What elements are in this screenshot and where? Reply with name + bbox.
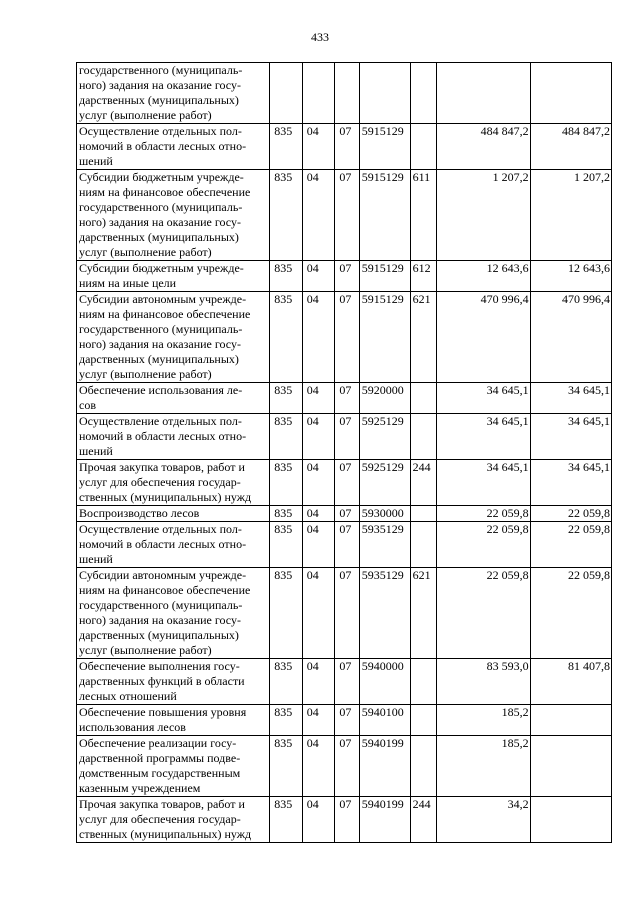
item-name-line: Обеспечение выполнения госу- bbox=[79, 659, 240, 673]
item-name-line: домственным государственным bbox=[79, 766, 241, 780]
item-name-line: дарственной программы подве- bbox=[79, 751, 241, 765]
item-name-line: Осуществление отдельных пол- bbox=[79, 124, 242, 138]
subsection-code-cell: 07 bbox=[335, 261, 359, 292]
item-name-line: государственного (муниципаль- bbox=[79, 200, 243, 214]
section-code-cell: 04 bbox=[302, 797, 335, 843]
amount-1-cell: 34 645,1 bbox=[437, 414, 531, 460]
subsection-code-cell: 07 bbox=[335, 460, 359, 506]
expense-type-cell: 244 bbox=[410, 460, 436, 506]
amount-2-cell: 470 996,4 bbox=[530, 292, 611, 383]
amount-2-cell: 22 059,8 bbox=[530, 568, 611, 659]
item-name-cell bbox=[77, 383, 270, 414]
table-row bbox=[77, 170, 612, 261]
section-code-cell bbox=[302, 63, 335, 124]
amount-1-cell: 34 645,1 bbox=[437, 460, 531, 506]
amount-1-cell: 22 059,8 bbox=[437, 568, 531, 659]
item-name-line: шений bbox=[79, 552, 113, 566]
item-name-cell bbox=[77, 261, 270, 292]
expense-type-cell: 244 bbox=[410, 797, 436, 843]
subsection-code-cell: 07 bbox=[335, 736, 359, 797]
amount-1-cell: 12 643,6 bbox=[437, 261, 531, 292]
target-article-cell: 5940199 bbox=[359, 736, 410, 797]
item-name-line: услуг (выполнение работ) bbox=[79, 367, 212, 381]
amount-2-cell: 1 207,2 bbox=[530, 170, 611, 261]
item-name-line: ниям на финансовое обеспечение bbox=[79, 583, 251, 597]
table-row bbox=[77, 414, 612, 460]
item-name-cell bbox=[77, 659, 270, 705]
amount-2-cell: 12 643,6 bbox=[530, 261, 611, 292]
item-name-line: ного) задания на оказание госу- bbox=[79, 613, 241, 627]
section-code-cell: 04 bbox=[302, 522, 335, 568]
amount-1-cell: 22 059,8 bbox=[437, 506, 531, 522]
expense-type-cell: 612 bbox=[410, 261, 436, 292]
item-name-line: сов bbox=[79, 398, 96, 412]
target-article-cell: 5940100 bbox=[359, 705, 410, 736]
item-name-line: ниям на финансовое обеспечение bbox=[79, 185, 251, 199]
amount-1-cell: 185,2 bbox=[437, 705, 531, 736]
section-code-cell: 04 bbox=[302, 414, 335, 460]
item-name-line: Субсидии автономным учрежде- bbox=[79, 292, 247, 306]
page-number: 433 bbox=[311, 30, 329, 44]
table-row bbox=[77, 124, 612, 170]
department-code-cell: 835 bbox=[270, 292, 303, 383]
item-name-line: Прочая закупка товаров, работ и bbox=[79, 460, 245, 474]
item-name-line: казенным учреждением bbox=[79, 781, 201, 795]
department-code-cell: 835 bbox=[270, 506, 303, 522]
target-article-cell: 5925129 bbox=[359, 414, 410, 460]
section-code-cell: 04 bbox=[302, 506, 335, 522]
target-article-cell: 5915129 bbox=[359, 124, 410, 170]
item-name-line: государственного (муниципаль- bbox=[79, 598, 243, 612]
item-name-line: услуг (выполнение работ) bbox=[79, 643, 212, 657]
expense-type-cell bbox=[410, 705, 436, 736]
section-code-cell: 04 bbox=[302, 383, 335, 414]
amount-2-cell: 34 645,1 bbox=[530, 383, 611, 414]
item-name-line: услуг для обеспечения государ- bbox=[79, 475, 241, 489]
department-code-cell: 835 bbox=[270, 383, 303, 414]
subsection-code-cell: 07 bbox=[335, 506, 359, 522]
item-name-cell bbox=[77, 414, 270, 460]
expense-type-cell bbox=[410, 659, 436, 705]
target-article-cell: 5940000 bbox=[359, 659, 410, 705]
item-name-line: ственных (муниципальных) нужд bbox=[79, 827, 252, 841]
expense-type-cell: 621 bbox=[410, 292, 436, 383]
table-row bbox=[77, 797, 612, 843]
item-name-line: шений bbox=[79, 154, 113, 168]
table-body bbox=[77, 63, 612, 843]
item-name-line: дарственных (муниципальных) bbox=[79, 628, 239, 642]
table-row bbox=[77, 659, 612, 705]
amount-1-cell bbox=[437, 63, 531, 124]
item-name-line: ного) задания на оказание госу- bbox=[79, 215, 241, 229]
amount-2-cell: 484 847,2 bbox=[530, 124, 611, 170]
subsection-code-cell: 07 bbox=[335, 292, 359, 383]
subsection-code-cell bbox=[335, 63, 359, 124]
department-code-cell: 835 bbox=[270, 522, 303, 568]
table-row bbox=[77, 705, 612, 736]
target-article-cell bbox=[359, 63, 410, 124]
item-name-line: ного) задания на оказание госу- bbox=[79, 337, 241, 351]
subsection-code-cell: 07 bbox=[335, 414, 359, 460]
table-row bbox=[77, 522, 612, 568]
expense-type-cell bbox=[410, 383, 436, 414]
item-name-line: дарственных функций в области bbox=[79, 674, 245, 688]
table-row bbox=[77, 568, 612, 659]
subsection-code-cell: 07 bbox=[335, 659, 359, 705]
table-row bbox=[77, 63, 612, 124]
amount-2-cell: 22 059,8 bbox=[530, 522, 611, 568]
department-code-cell bbox=[270, 63, 303, 124]
target-article-cell: 5925129 bbox=[359, 460, 410, 506]
amount-1-cell: 470 996,4 bbox=[437, 292, 531, 383]
item-name-cell bbox=[77, 736, 270, 797]
item-name-line: Обеспечение использования ле- bbox=[79, 383, 243, 397]
item-name-line: услуг (выполнение работ) bbox=[79, 245, 212, 259]
item-name-cell bbox=[77, 63, 270, 124]
budget-table bbox=[76, 62, 612, 843]
section-code-cell: 04 bbox=[302, 460, 335, 506]
subsection-code-cell: 07 bbox=[335, 170, 359, 261]
amount-2-cell: 34 645,1 bbox=[530, 414, 611, 460]
department-code-cell: 835 bbox=[270, 414, 303, 460]
item-name-cell bbox=[77, 705, 270, 736]
section-code-cell: 04 bbox=[302, 705, 335, 736]
item-name-line: номочий в области лесных отно- bbox=[79, 429, 247, 443]
item-name-line: дарственных (муниципальных) bbox=[79, 352, 239, 366]
target-article-cell: 5935129 bbox=[359, 568, 410, 659]
table-row bbox=[77, 506, 612, 522]
item-name-line: шений bbox=[79, 444, 113, 458]
amount-1-cell: 484 847,2 bbox=[437, 124, 531, 170]
table-row bbox=[77, 736, 612, 797]
department-code-cell: 835 bbox=[270, 736, 303, 797]
expense-type-cell bbox=[410, 414, 436, 460]
subsection-code-cell: 07 bbox=[335, 568, 359, 659]
item-name-line: Прочая закупка товаров, работ и bbox=[79, 797, 245, 811]
expense-type-cell: 621 bbox=[410, 568, 436, 659]
item-name-line: номочий в области лесных отно- bbox=[79, 537, 247, 551]
department-code-cell: 835 bbox=[270, 659, 303, 705]
subsection-code-cell: 07 bbox=[335, 797, 359, 843]
subsection-code-cell: 07 bbox=[335, 124, 359, 170]
expense-type-cell bbox=[410, 736, 436, 797]
section-code-cell: 04 bbox=[302, 292, 335, 383]
item-name-line: Обеспечение реализации госу- bbox=[79, 736, 237, 750]
subsection-code-cell: 07 bbox=[335, 705, 359, 736]
item-name-line: Субсидии бюджетным учрежде- bbox=[79, 261, 244, 275]
item-name-line: использования лесов bbox=[79, 720, 186, 734]
amount-2-cell bbox=[530, 63, 611, 124]
item-name-line: дарственных (муниципальных) bbox=[79, 93, 239, 107]
amount-1-cell: 22 059,8 bbox=[437, 522, 531, 568]
department-code-cell: 835 bbox=[270, 261, 303, 292]
item-name-cell bbox=[77, 522, 270, 568]
section-code-cell: 04 bbox=[302, 170, 335, 261]
expense-type-cell bbox=[410, 124, 436, 170]
target-article-cell: 5915129 bbox=[359, 292, 410, 383]
target-article-cell: 5935129 bbox=[359, 522, 410, 568]
table-row bbox=[77, 292, 612, 383]
target-article-cell: 5930000 bbox=[359, 506, 410, 522]
department-code-cell: 835 bbox=[270, 568, 303, 659]
section-code-cell: 04 bbox=[302, 261, 335, 292]
item-name-line: государственного (муниципаль- bbox=[79, 63, 243, 77]
target-article-cell: 5915129 bbox=[359, 170, 410, 261]
department-code-cell: 835 bbox=[270, 460, 303, 506]
item-name-line: ниям на иные цели bbox=[79, 276, 177, 290]
amount-2-cell bbox=[530, 736, 611, 797]
amount-2-cell bbox=[530, 705, 611, 736]
item-name-line: государственного (муниципаль- bbox=[79, 322, 243, 336]
item-name-cell bbox=[77, 460, 270, 506]
table-row bbox=[77, 460, 612, 506]
target-article-cell: 5920000 bbox=[359, 383, 410, 414]
department-code-cell: 835 bbox=[270, 124, 303, 170]
expense-type-cell: 611 bbox=[410, 170, 436, 261]
expense-type-cell bbox=[410, 522, 436, 568]
section-code-cell: 04 bbox=[302, 659, 335, 705]
item-name-cell bbox=[77, 568, 270, 659]
item-name-line: Субсидии бюджетным учрежде- bbox=[79, 170, 244, 184]
section-code-cell: 04 bbox=[302, 124, 335, 170]
department-code-cell: 835 bbox=[270, 170, 303, 261]
section-code-cell: 04 bbox=[302, 568, 335, 659]
item-name-line: Субсидии автономным учрежде- bbox=[79, 568, 247, 582]
amount-1-cell: 34,2 bbox=[437, 797, 531, 843]
item-name-line: дарственных (муниципальных) bbox=[79, 230, 239, 244]
item-name-line: услуг (выполнение работ) bbox=[79, 108, 212, 122]
item-name-line: Обеспечение повышения уровня bbox=[79, 705, 247, 719]
amount-1-cell: 34 645,1 bbox=[437, 383, 531, 414]
item-name-line: ственных (муниципальных) нужд bbox=[79, 490, 252, 504]
amount-1-cell: 83 593,0 bbox=[437, 659, 531, 705]
target-article-cell: 5915129 bbox=[359, 261, 410, 292]
department-code-cell: 835 bbox=[270, 797, 303, 843]
expense-type-cell bbox=[410, 63, 436, 124]
department-code-cell: 835 bbox=[270, 705, 303, 736]
expense-type-cell bbox=[410, 506, 436, 522]
amount-2-cell: 22 059,8 bbox=[530, 506, 611, 522]
item-name-cell bbox=[77, 170, 270, 261]
amount-1-cell: 1 207,2 bbox=[437, 170, 531, 261]
item-name-cell bbox=[77, 797, 270, 843]
subsection-code-cell: 07 bbox=[335, 522, 359, 568]
item-name-line: Воспроизводство лесов bbox=[79, 506, 200, 520]
amount-1-cell: 185,2 bbox=[437, 736, 531, 797]
item-name-line: номочий в области лесных отно- bbox=[79, 139, 247, 153]
item-name-line: Осуществление отдельных пол- bbox=[79, 414, 242, 428]
section-code-cell: 04 bbox=[302, 736, 335, 797]
item-name-cell bbox=[77, 506, 270, 522]
amount-2-cell: 81 407,8 bbox=[530, 659, 611, 705]
table-row bbox=[77, 261, 612, 292]
subsection-code-cell: 07 bbox=[335, 383, 359, 414]
item-name-line: Осуществление отдельных пол- bbox=[79, 522, 242, 536]
item-name-cell bbox=[77, 124, 270, 170]
item-name-line: лесных отношений bbox=[79, 689, 177, 703]
item-name-line: ниям на финансовое обеспечение bbox=[79, 307, 251, 321]
item-name-line: ного) задания на оказание госу- bbox=[79, 78, 241, 92]
amount-2-cell bbox=[530, 797, 611, 843]
item-name-cell bbox=[77, 292, 270, 383]
table-row bbox=[77, 383, 612, 414]
amount-2-cell: 34 645,1 bbox=[530, 460, 611, 506]
target-article-cell: 5940199 bbox=[359, 797, 410, 843]
item-name-line: услуг для обеспечения государ- bbox=[79, 812, 241, 826]
